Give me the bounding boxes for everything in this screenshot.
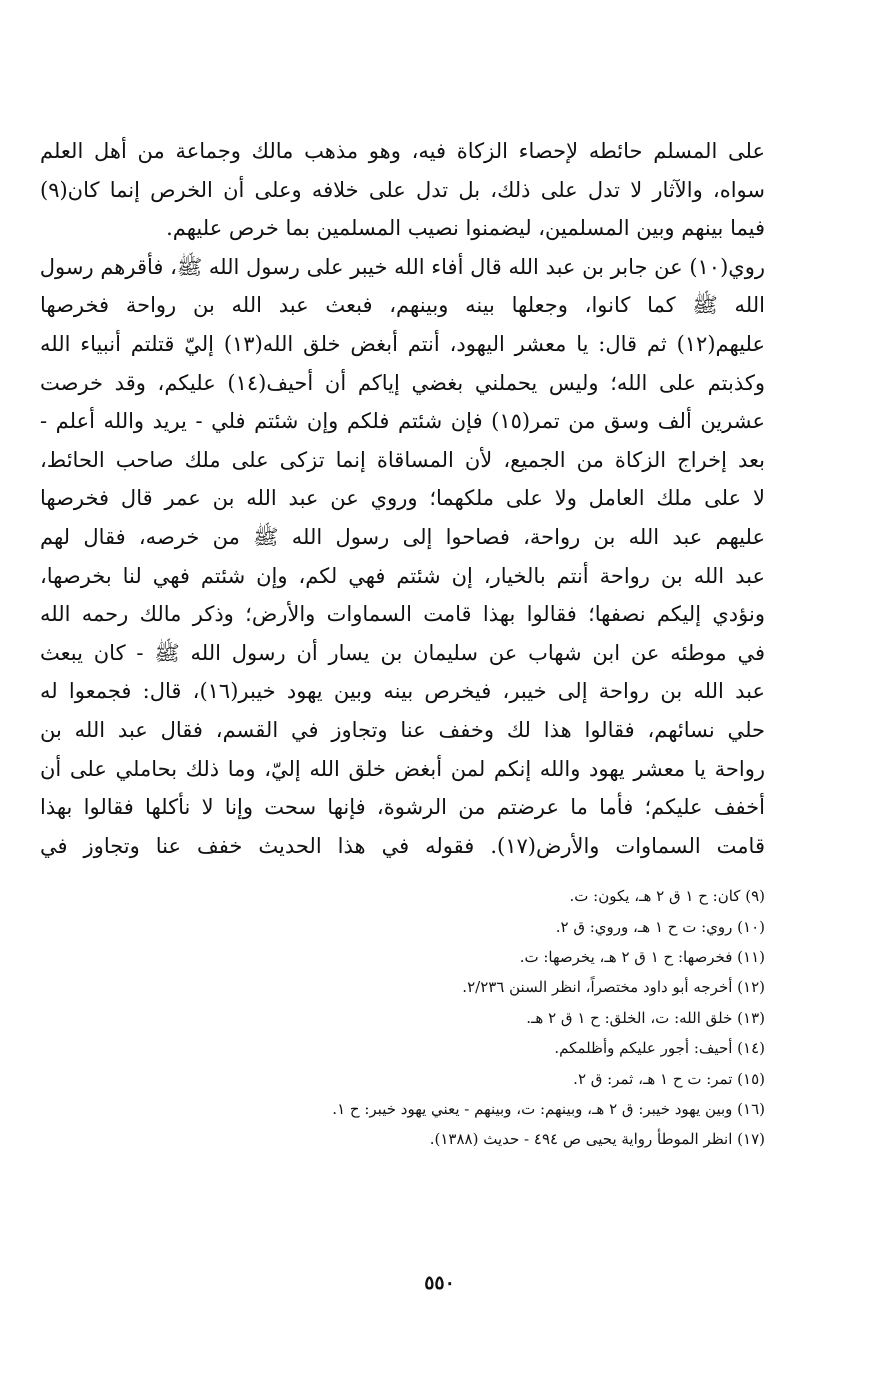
footnote: (١٦) وبين يهود خيبر: ق ٢ هـ، وبينهم: ت، وبينهم - يعني يهود خيبر: ح ١.	[332, 1100, 765, 1119]
text-line: عليهم(١٢) ثم قال: يا معشر اليهود، أنتم أبغض خلق الله(١٣) إليّ قتلتم أنبياء الله	[40, 331, 765, 356]
text-line: لا على ملك العامل ولا على ملكهما؛ وروي عن عبد الله بن عمر قال فخرصها	[40, 486, 765, 511]
footnotes	[40, 881, 765, 1155]
text-line: على المسلم حائطه لإحصاء الزكاة فيه، وهو مذهب مالك وجماعة من أهل العلم	[40, 139, 765, 163]
text-line: عبد الله بن رواحة إلى خيبر، فيخرص بينه وبين يهود خيبر(١٦)، قال: فجمعوا له	[40, 679, 765, 704]
text-line: الله ﷺ كما كانوا، وجعلها بينه وبينهم، فبعث عبد الله بن رواحة فخرصها	[40, 293, 765, 318]
main-text	[40, 132, 765, 865]
text-line: وكذبتم على الله؛ وليس يحملني بغضي إياكم أن أحيف(١٤) عليكم، وقد خرصت	[40, 370, 765, 395]
text-line: عليهم عبد الله بن رواحة، فصاحوا إلى رسول الله ﷺ من خرصه، فقال لهم	[40, 524, 765, 549]
page-body	[40, 132, 765, 1155]
page-number: ٥٥٠	[424, 1272, 455, 1294]
footnote: (١١) فخرصها: ح ١ ق ٢ هـ، يخرصها: ت.	[519, 948, 765, 967]
footnote: (١٥) تمر: ت ح ١ هـ، ثمر: ق ٢.	[573, 1069, 765, 1088]
footnote: (١٧) انظر الموطأ رواية يحيى ص ٤٩٤ - حديث (١٣٨٨).	[429, 1130, 765, 1149]
text-line: سواه، والآثار لا تدل على ذلك، بل تدل على خلافه وعلى أن الخرص إنما كان(٩)	[40, 177, 765, 202]
text-line: روي(١٠) عن جابر بن عبد الله قال أفاء الله خيبر على رسول الله ﷺ، فأقرهم رسول	[40, 254, 765, 279]
text-line: عشرين ألف وسق من تمر(١٥) فإن شئتم فلكم وإن شئتم فلي - يريد والله أعلم -	[40, 409, 765, 434]
footnote: (١٠) روي: ت ح ١ هـ، وروي: ق ٢.	[555, 917, 765, 936]
text-line: بعد إخراج الزكاة من الجميع، لأن المساقاة إنما تزكى على ملك صاحب الحائط،	[40, 447, 765, 472]
text-line: عبد الله بن رواحة أنتم بالخيار، إن شئتم فهي لكم، وإن شئتم فهي لنا بخرصها،	[40, 563, 765, 588]
footnote: (١٢) أخرجه أبو داود مختصراً، انظر السنن ٢/٢٣٦.	[462, 978, 765, 997]
footnote: (١٤) أحيف: أجور عليكم وأظلمكم.	[554, 1039, 765, 1058]
text-line: في موطئه عن ابن شهاب عن سليمان بن يسار أن رسول الله ﷺ - كان يبعث	[40, 640, 765, 665]
text-line: حلي نسائهم، فقالوا هذا لك وخفف عنا وتجاوز في القسم، فقال عبد الله بن	[40, 717, 765, 742]
text-line: ونؤدي إليكم نصفها؛ فقالوا بهذا قامت السماوات والأرض؛ وذكر مالك رحمه الله	[40, 602, 765, 627]
text-line: رواحة يا معشر يهود والله إنكم لمن أبغض خلق الله إليّ، وما ذلك بحاملي على أن	[40, 756, 765, 781]
text-line: أخفف عليكم؛ فأما ما عرضتم من الرشوة، فإنها سحت وإنا لا نأكلها فقالوا بهذا	[40, 795, 765, 820]
text-line: قامت السماوات والأرض(١٧). فقوله في هذا الحديث خفف عنا وتجاوز في	[40, 833, 765, 858]
text-line: فيما بينهم وبين المسلمين، ليضمنوا نصيب المسلمين بما خرص عليهم.	[166, 216, 765, 241]
footnote: (١٣) خلق الله: ت، الخلق: ح ١ ق ٢ هـ.	[526, 1008, 765, 1027]
footnote: (٩) كان: ح ١ ق ٢ هـ، يكون: ت.	[569, 887, 765, 906]
